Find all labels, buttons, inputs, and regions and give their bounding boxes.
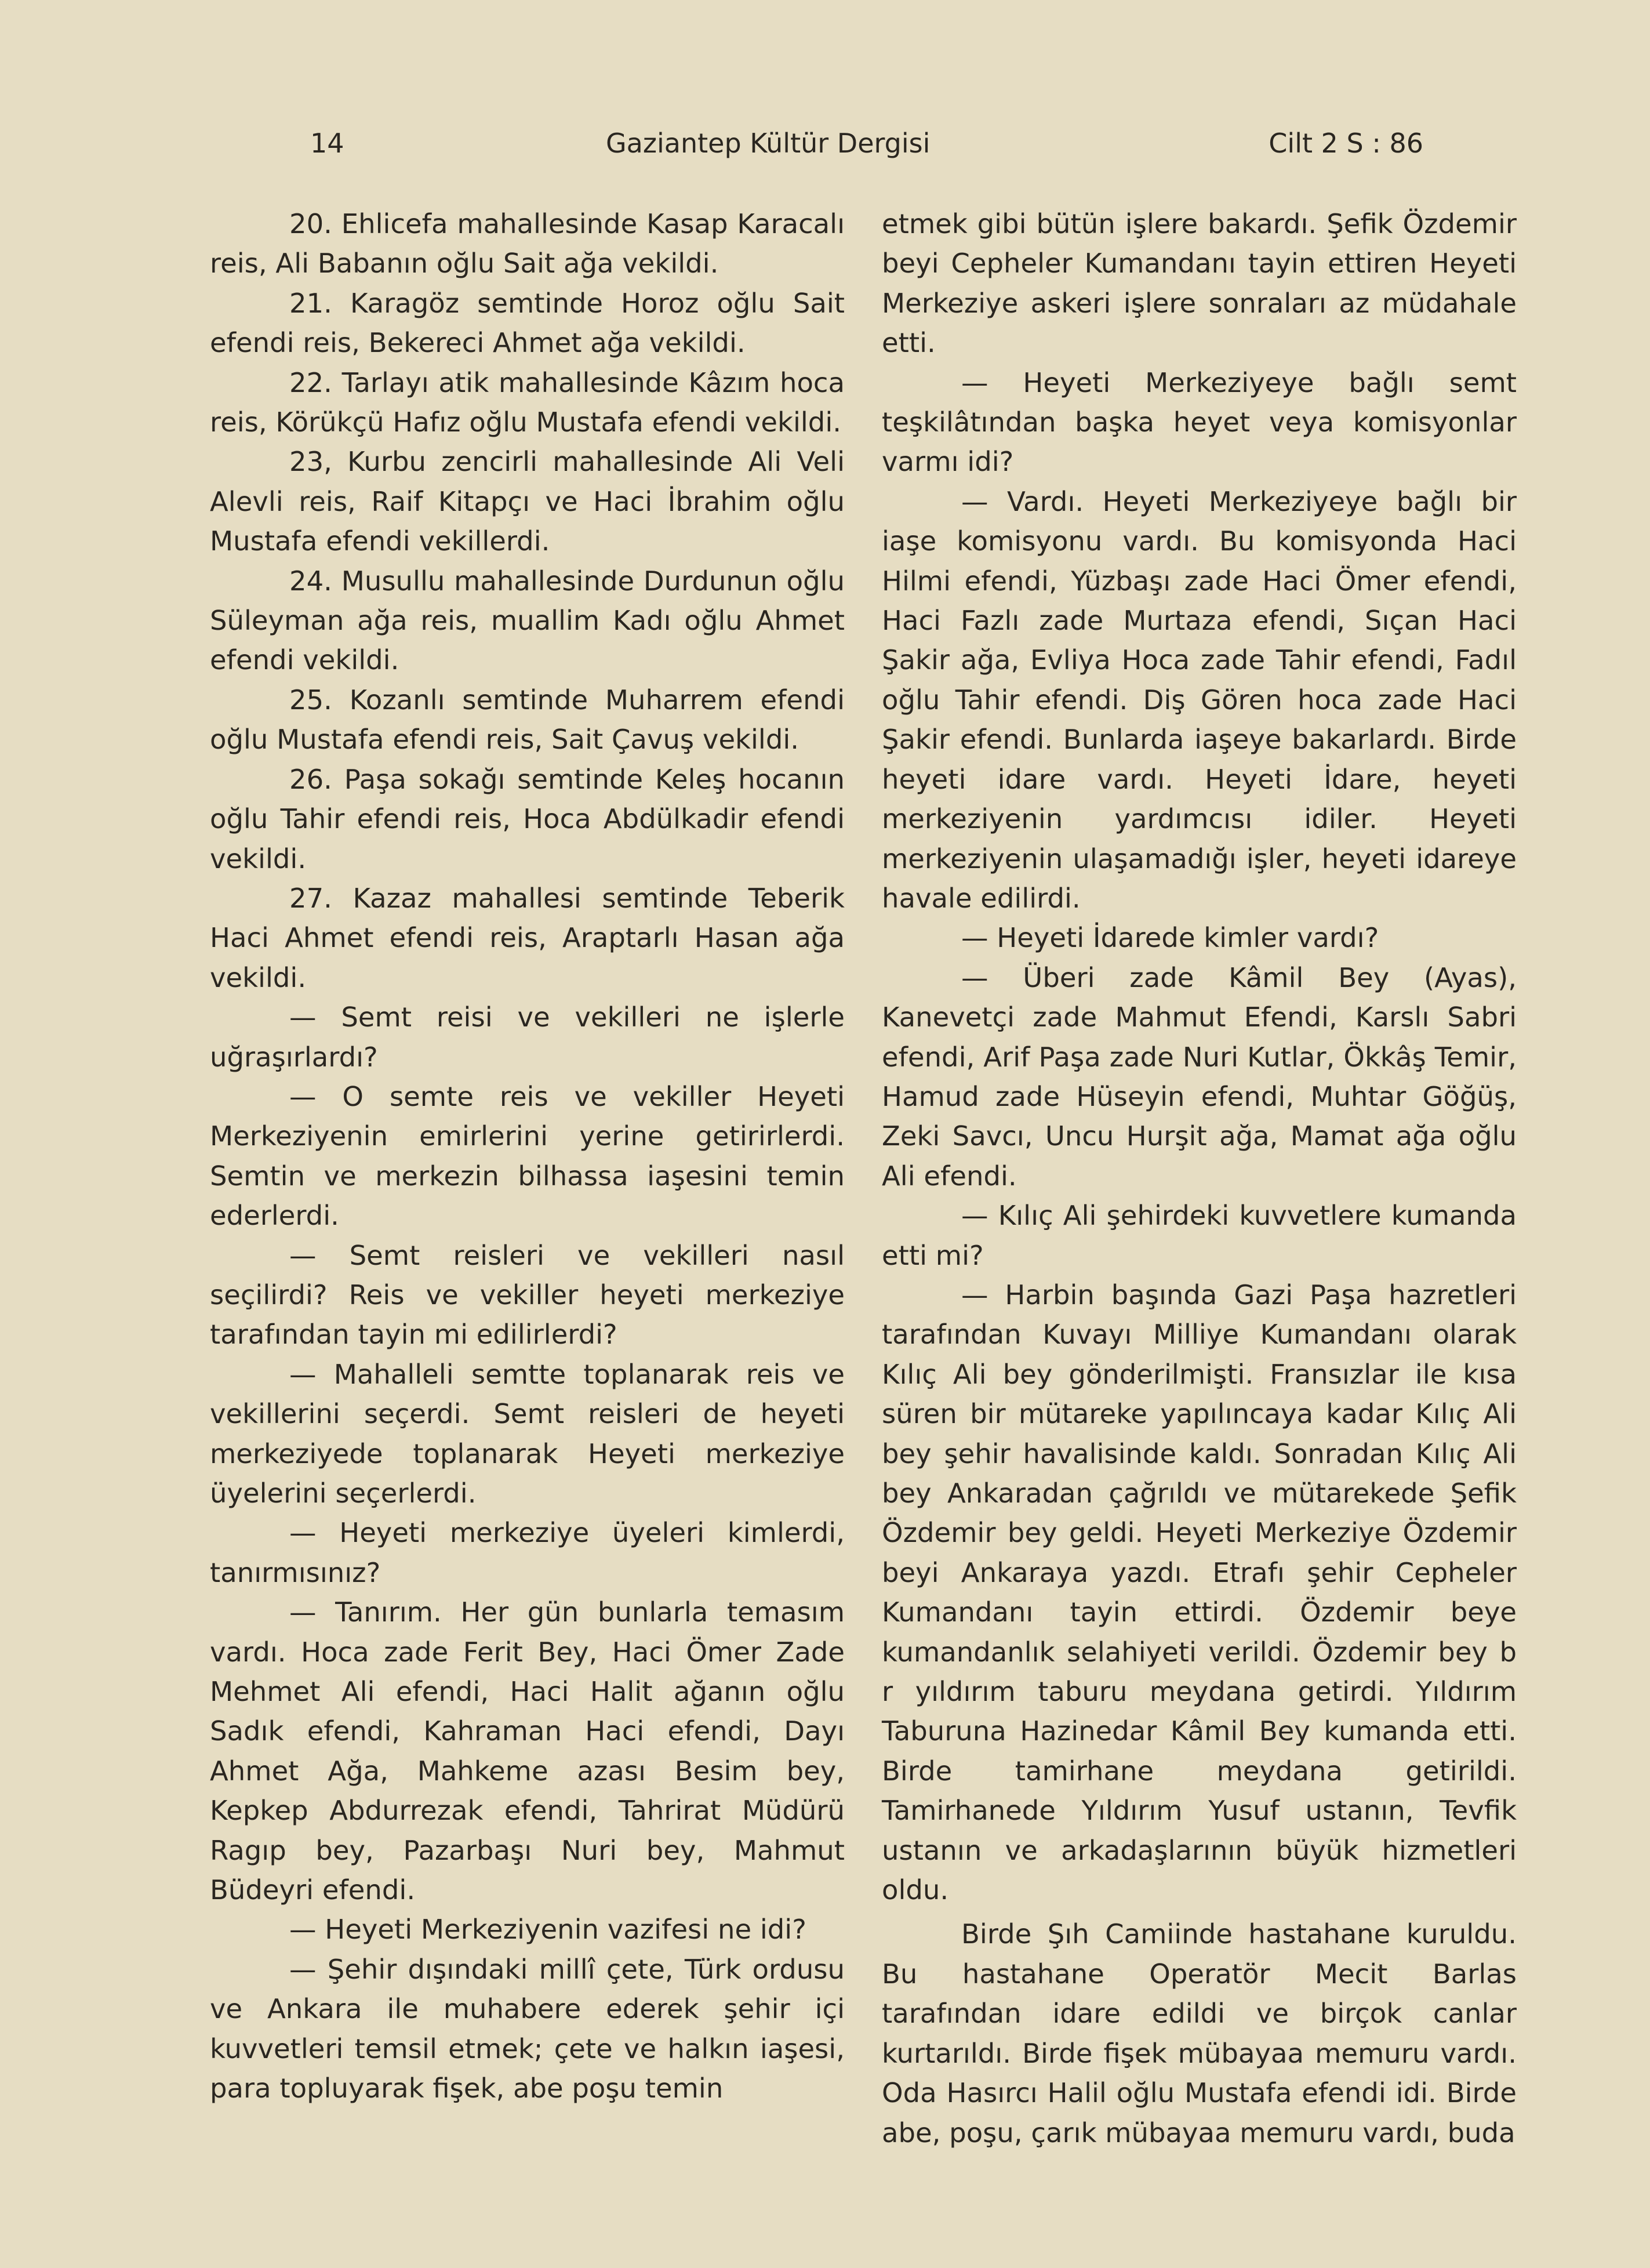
volume-issue: Cilt 2 S : 86 <box>1269 128 1423 159</box>
paragraph: — Şehir dışındaki millî çete, Türk ordusu ve Ankara ile muhabere ederek şehir içi kuvvetleri temsil etmek; çete ve halkın iaşesi, para topluyarak fişek, abe poşu temin <box>210 1953 845 2104</box>
paragraph: — O semte reis ve vekiller Heyeti Merkeziyenin emirlerini yerine getirirlerdi. Semtin ve merkezin bilhassa iaşesini temin ederlerdi. <box>210 1080 845 1232</box>
journal-title: Gaziantep Kültür Dergisi <box>606 128 931 159</box>
paragraph: Birde Şıh Camiinde hastahane kuruldu. Bu hastahane Operatör Mecit Barlas tarafından idare edildi ve birçok canlar kurtarıldı. Birde fişek mübayaa memuru vardı. Oda Hasırcı Halil oğlu Mustafa efendi idi. Birde abe, poşu, çarık mübayaa memuru vardı, buda <box>882 1918 1517 2149</box>
paragraph: 25. Kozanlı semtinde Muharrem efendi oğlu Mustafa efendi reis, Sait Çavuş vekildi. <box>210 684 845 756</box>
paragraph: — Heyeti İdarede kimler vardı? <box>961 922 1379 954</box>
paragraph: — Harbin başında Gazi Paşa hazretleri tarafından Kuvayı Milliye Kumandanı olarak Kılıç Ali bey gönderilmişti. Fransızlar ile kısa süren bir mütareke yapılıncaya kadar Kılıç Ali bey şehir havalisinde kaldı. Sonradan Kılıç Ali bey Ankaradan çağrıldı ve mütarekede Şefik Özdemir bey geldi. Heyeti Merkeziye Özdemir beyi Ankaraya yazdı. Etrafı şehir Cepheler Kumandanı tayin ettirdi. Özdemir beye kumandanlık selahiyeti verildi. Özdemir bey b r yıldırım taburu meydana getirdi. Yıldırım Taburuna Hazinedar Kâmil Bey kumanda etti. Birde tamirhane meydana getirildi. Tamirhanede Yıldırım Yusuf ustanın, Tevfik ustanın ve arkadaşlarının büyük hizmetleri oldu. <box>882 1279 1517 1906</box>
paragraph: — Vardı. Heyeti Merkeziyeye bağlı bir iaşe komisyonu vardı. Bu komisyonda Haci Hilmi efendi, Yüzbaşı zade Haci Ömer efendi, Haci Fazlı zade Murtaza efendi, Sıçan Haci Şakir ağa, Evliya Hoca zade Tahir efendi, Fadıl oğlu Tahir efendi. Diş Gören hoca zade Haci Şakir efendi. Bunlarda iaşeye bakarlardı. Birde heyeti idare vardı. Heyeti İdare, heyeti merkeziyenin yardımcısı idiler. Heyeti merkeziyenin ulaşamadığı işler, heyeti idareye havale edilirdi. <box>882 485 1517 914</box>
paragraph: — Kılıç Ali şehirdeki kuvvetlere kumanda etti mi? <box>882 1200 1517 1271</box>
paragraph: — Heyeti Merkeziyenin vazifesi ne idi? <box>289 1914 806 1946</box>
paragraph: — Tanırım. Her gün bunlarla temasım vardı. Hoca zade Ferit Bey, Haci Ömer Zade Mehmet Ali efendi, Haci Halit ağanın oğlu Sadık efendi, Kahraman Haci efendi, Dayı Ahmet Ağa, Mahkeme azası Besim bey, Kepkep Abdurrezak efendi, Tahrirat Müdürü Ragıp bey, Pazarbaşı Nuri bey, Mahmut Büdeyri efendi. <box>210 1596 845 1906</box>
page-number: 14 <box>310 128 344 159</box>
paragraph: 27. Kazaz mahallesi semtinde Teberik Haci Ahmet efendi reis, Araptarlı Hasan ağa vekildi. <box>210 882 845 993</box>
paragraph: etmek gibi bütün işlere bakardı. Şefik Özdemir beyi Cepheler Kumandanı tayin ettiren Heyeti Merkeziye askeri işlere sonraları az müdahale etti. <box>882 208 1517 359</box>
paragraph: 24. Musullu mahallesinde Durdunun oğlu Süleyman ağa reis, muallim Kadı oğlu Ahmet efendi vekildi. <box>210 565 845 676</box>
paragraph: — Heyeti merkeziye üyeleri kimlerdi, tanırmısınız? <box>210 1517 845 1588</box>
paragraph: 21. Karagöz semtinde Horoz oğlu Sait efendi reis, Bekereci Ahmet ağa vekildi. <box>210 287 845 359</box>
paragraph: — Überi zade Kâmil Bey (Ayas), Kanevetçi zade Mahmut Efendi, Karslı Sabri efendi, Arif Paşa zade Nuri Kutlar, Ökkâş Temir, Hamud zade Hüseyin efendi, Muhtar Göğüş, Zeki Savcı, Uncu Hurşit ağa, Mamat ağa oğlu Ali efendi. <box>882 961 1517 1192</box>
paragraph: — Semt reisleri ve vekilleri nasıl seçilirdi? Reis ve vekiller heyeti merkeziye tarafından tayin mi edilirlerdi? <box>210 1239 845 1351</box>
paragraph: — Mahalleli semtte toplanarak reis ve vekillerini seçerdi. Semt reisleri de heyeti merkeziyede toplanarak Heyeti merkeziye üyelerini seçerlerdi. <box>210 1358 845 1509</box>
paragraph: 26. Paşa sokağı semtinde Keleş hocanın oğlu Tahir efendi reis, Hoca Abdülkadir efendi vekildi. <box>210 763 845 874</box>
paragraph: 22. Tarlayı atik mahallesinde Kâzım hoca reis, Körükçü Hafız oğlu Mustafa efendi vekildi. <box>210 366 845 438</box>
paragraph: 23, Kurbu zencirli mahallesinde Ali Veli Alevli reis, Raif Kitapçı ve Haci İbrahim oğlu Mustafa efendi vekillerdi. <box>210 446 845 557</box>
right-column <box>882 204 1517 2153</box>
paragraph: 20. Ehlicefa mahallesinde Kasap Karacalı reis, Ali Babanın oğlu Sait ağa vekildi. <box>210 208 845 280</box>
paragraph: — Semt reisi ve vekilleri ne işlerle uğraşırlardı? <box>210 1001 845 1073</box>
paragraph: — Heyeti Merkeziyeye bağlı semt teşkilâtından başka heyet veya komisyonlar varmı idi? <box>882 366 1517 478</box>
page-header <box>310 123 1423 164</box>
left-column <box>210 204 845 2109</box>
